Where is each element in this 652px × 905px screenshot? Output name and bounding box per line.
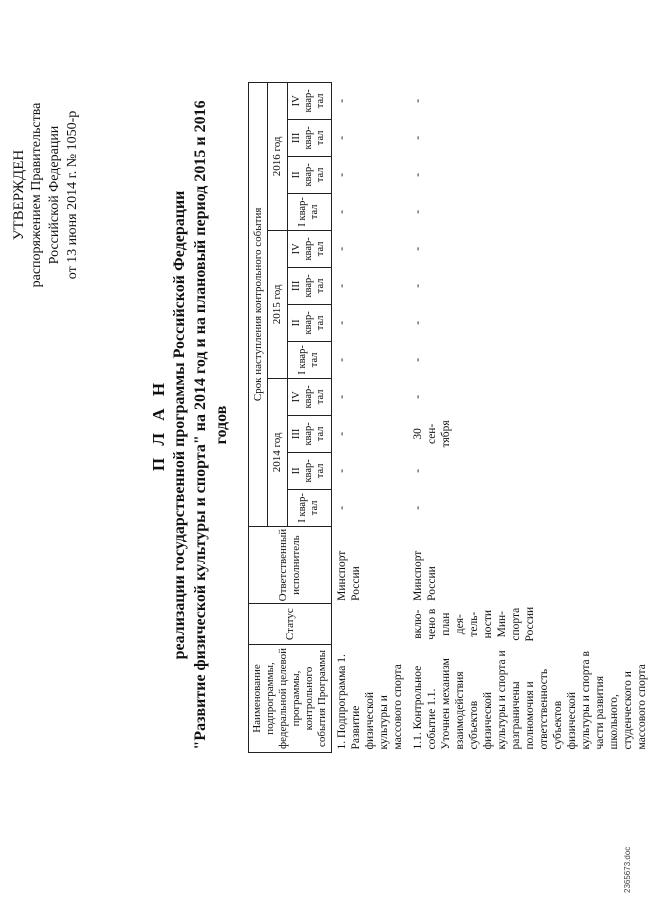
row-quarter-cell: - [336,468,348,473]
row-quarter-cell: - [412,394,424,399]
row-quarter-cell: - [336,320,348,325]
row-quarter-cell: - [412,357,424,362]
document-id: 2365673.doc [623,846,632,893]
row-quarter-cell: - [412,283,424,288]
row-quarter-cell: - [336,357,348,362]
row-quarter-cell: - [412,172,424,177]
plan-heading: П Л А Н [149,378,168,472]
row-quarter-cell: - [336,283,348,288]
approval-stamp [10,45,82,345]
quarter-header: IV квар-тал [287,82,331,119]
row-name: 1. Подпрограмма 1. Развитие физической культуры и массового спорта [336,654,404,750]
row-quarter-cell: - [412,468,424,473]
row-status [332,604,409,645]
row-executor: Минспорт России [336,550,362,601]
quarter-header: III квар-тал [287,415,331,452]
row-name: 1.1. Контрольное событие 1.1. Уточнен механизм взаимодействия субъектов физической культуры и спорта и разграничены полномочия и ответственность субъектов физической культуры и спорта в части развития школьного, студенческого и массового спорта [412,650,648,750]
row-quarter-cell: - [336,172,348,177]
quarter-header: II квар-тал [287,452,331,489]
quarter-header: IV квар-тал [287,230,331,267]
header-executor: Ответственный исполнитель [249,526,332,603]
row-executor: Минспорт России [412,550,438,601]
header-year: 2015 год [268,230,287,378]
title-line: "Развитие физической культуры и спорта" на 2014 год и на плановый период 2015 и 2016 годов [192,100,230,750]
plan-table [248,82,652,753]
row-quarter-cell: - [336,98,348,103]
row-quarter-cell: - [412,135,424,140]
row-quarter-cell: - [336,431,348,436]
approval-line: Российской Федерации [47,125,62,265]
quarter-header: II квар-тал [287,304,331,341]
title-line: реализации государственной программы Российской Федерации [171,190,188,660]
approval-date: от 13 июня 2014 г. № 1050-р [65,110,80,280]
table-row [408,82,652,752]
row-quarter-cell: - [412,209,424,214]
row-quarter-cell: - [336,505,348,510]
header-deadline: Срок наступления контрольного события [249,82,268,526]
table-row [332,82,409,752]
row-status: вклю-чено в план дея-тель-ности Мин-спорта России [412,606,536,642]
header-year: 2014 год [268,378,287,526]
row-quarter-cell: - [336,209,348,214]
header-year: 2016 год [268,82,287,230]
quarter-header: III квар-тал [287,267,331,304]
quarter-header: I квар-тал [287,489,331,526]
row-quarter-cell: - [412,246,424,251]
row-quarter-cell: - [412,505,424,510]
quarter-header: III квар-тал [287,119,331,156]
quarter-header: IV квар-тал [287,378,331,415]
row-quarter-cell: - [412,98,424,103]
quarter-header: I квар-тал [287,341,331,378]
row-quarter-cell: - [336,246,348,251]
approval-line: распоряжением Правительства [29,102,44,288]
row-quarter-cell: - [412,320,424,325]
approval-heading: УТВЕРЖДЕН [11,149,27,241]
quarter-header: I квар-тал [287,193,331,230]
row-quarter-cell: - [336,135,348,140]
row-quarter-cell: 30 сен-тября [412,420,452,448]
row-quarter-cell: - [336,394,348,399]
header-status: Статус [249,604,332,645]
document-title [148,95,232,755]
header-name: Наименование подпрограммы, федеральной целевой программы, контрольного события Программы [249,645,332,753]
quarter-header: II квар-тал [287,156,331,193]
